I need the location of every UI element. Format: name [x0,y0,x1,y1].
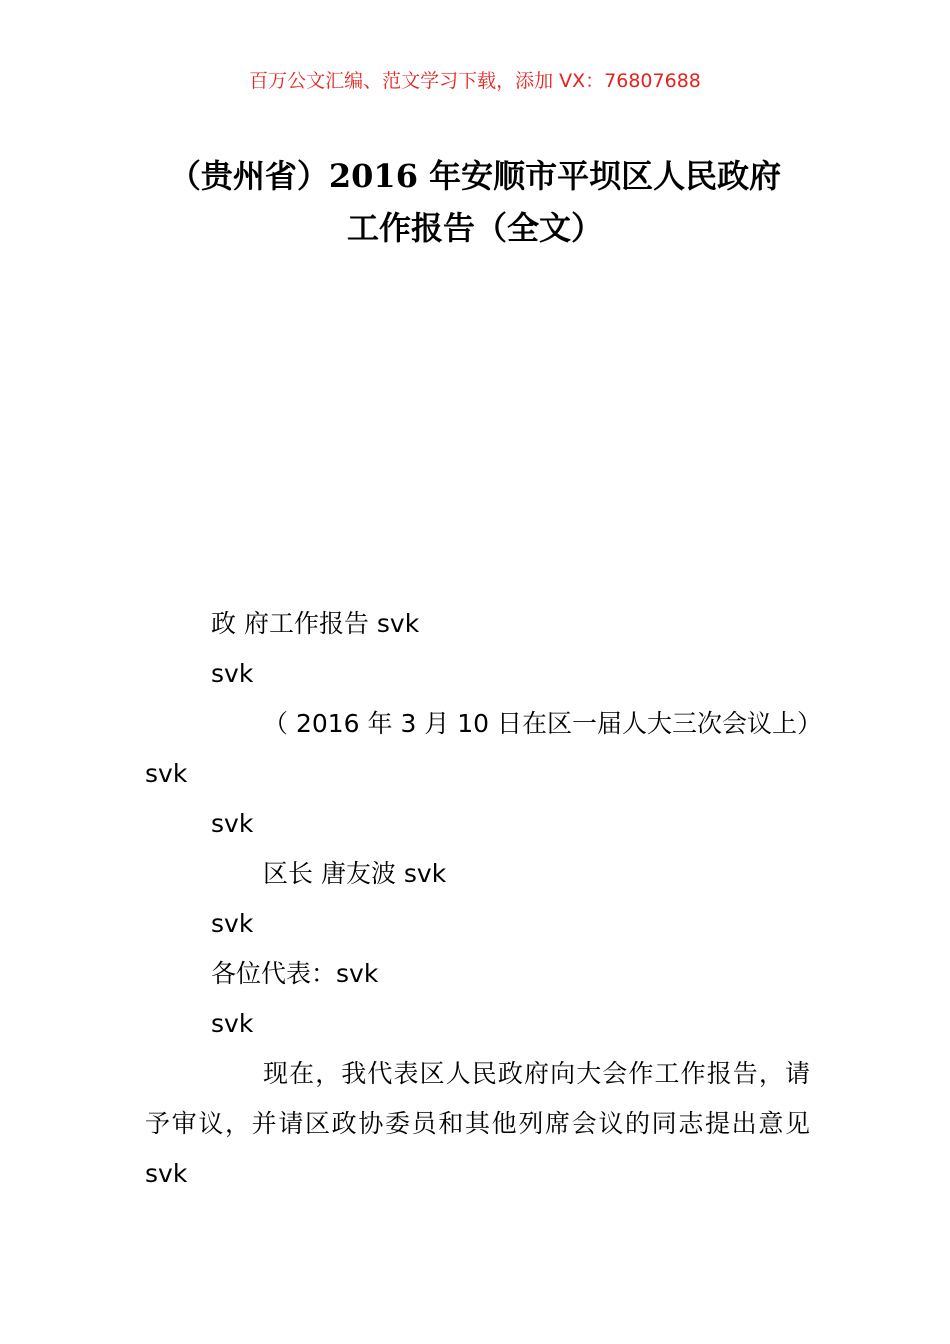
document-title [0,150,950,254]
document-title-line-2: 工作报告（全文） [346,209,603,247]
document-title-line-1: （贵州省）2016 年安顺市平坝区人民政府 [168,157,782,195]
paragraph-opening: 现在，我代表区人民政府向大会作工作报告，请予审议，并请区政协委员和其他列席会议的同志提出意见 svk [145,1059,810,1188]
paragraph-marker: svk [211,1009,254,1038]
paragraph-speaker: 区长 唐友波 svk [263,859,447,888]
paragraph-marker: svk [211,909,254,938]
paragraph-marker: svk [211,809,254,838]
paragraph-marker: svk [211,659,254,688]
paragraph-date-note: （ 2016 年 3 月 10 日在区一届人大三次会议上）svk [145,709,810,788]
document-body [145,599,810,1199]
paragraph-salutation: 各位代表：svk [211,959,379,988]
header-note: 百万公文汇编、范文学习下载，添加 VX：76807688 [249,70,701,92]
paragraph-report-heading: 政 府工作报告 svk [211,609,420,638]
